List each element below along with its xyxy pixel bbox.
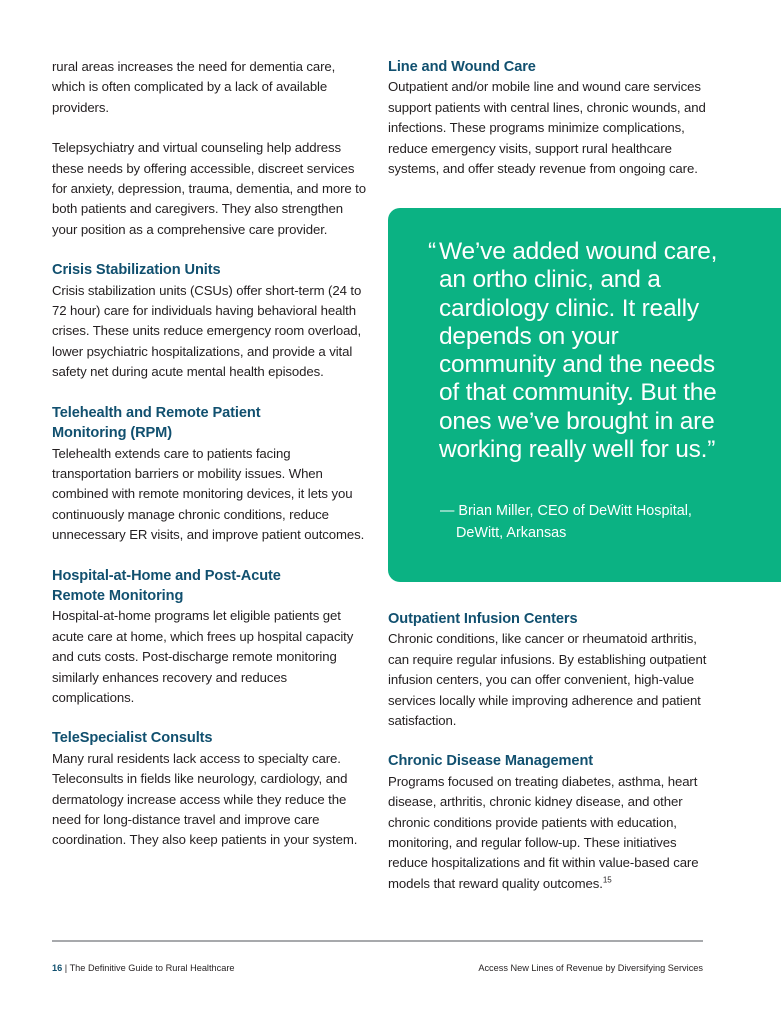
section-chronic-disease: [388, 751, 708, 894]
pull-quote: [428, 238, 728, 464]
section-body: Many rural residents lack access to specialty care. Teleconsults in fields like neurology, cardiology, and dermatology increase access while they reduce the need for long-distance travel and improve care coordination. They also keep patients in your system.: [52, 750, 358, 848]
section-body-text: Programs focused on treating diabetes, asthma, heart disease, arthritis, chronic kidney disease, and other chronic conditions provide patients with education, monitoring, and regular follow-up. These initiatives reduce hospitalizations and fit within value-based care models that reward quality outcomes.: [388, 773, 699, 891]
section-body: Crisis stabilization units (CSUs) offer short-term (24 to 72 hour) care for individuals having behavioral health crises. These units reduce emergency room overload, lower psychiatric hospitalizations, and provide a vital safety net during acute mental health episodes.: [52, 282, 362, 380]
section-line-wound-care: [388, 57, 708, 179]
section-heading: Outpatient Infusion Centers: [388, 611, 578, 627]
attribution-location: DeWitt, Arkansas: [456, 525, 567, 541]
left-column: [52, 57, 370, 851]
section-telehealth-rpm: [52, 403, 370, 546]
section-hospital-at-home: [52, 566, 370, 709]
right-column-top: [388, 57, 708, 179]
section-crisis-stabilization: [52, 260, 370, 382]
section-heading: Hospital-at-Home and Post-Acute Remote Monitoring: [52, 567, 281, 604]
section-heading: Crisis Stabilization Units: [52, 262, 221, 279]
section-telespecialist: [52, 728, 370, 850]
footer-left: [52, 963, 235, 973]
section-body: [388, 772, 708, 894]
section-heading: Chronic Disease Management: [388, 753, 594, 770]
attribution-name: — Brian Miller, CEO of DeWitt Hospital,: [440, 503, 692, 519]
section-body: Outpatient and/or mobile line and wound care services support patients with central lines, chronic wounds, and infections. These programs minimize complications, reduce emergency visits, support rural healthcare systems, and offer steady revenue from ongoing care.: [388, 79, 706, 177]
section-heading: Telehealth and Remote Patient Monitoring (RPM): [52, 404, 261, 442]
footer-divider: [52, 940, 703, 942]
open-quote-mark: “: [428, 238, 436, 265]
footnote-marker[interactable]: 15: [602, 875, 612, 885]
section-body: Chronic conditions, like cancer or rheumatoid arthritis, can require regular infusions. By establishing outpatient infusion centers, you can offer convenient, high-value services locally while improving adherence and patient satisfaction.: [388, 631, 707, 729]
section-body: Telehealth extends care to patients facing transportation barriers or mobility issues. When combined with remote monitoring devices, it lets you continuously manage chronic conditions, reduce unnecessary ER visits, and improve patient outcomes.: [52, 445, 365, 543]
section-infusion-centers: [388, 609, 708, 731]
quote-attribution: [440, 500, 730, 544]
right-column-bottom: [388, 609, 708, 894]
page-number: 16: [52, 963, 63, 973]
section-heading: Line and Wound Care: [388, 59, 536, 75]
section-body: Hospital-at-home programs let eligible patients get acute care at home, which frees up hospital capacity and cuts costs. Post-discharge remote monitoring similarly enhances recovery and reduces complications.: [52, 608, 354, 705]
section-title: Access New Lines of Revenue by Diversifying Services: [478, 963, 703, 973]
intro-paragraph: rural areas increases the need for dementia care, which is often complicated by a lack of available providers.: [52, 59, 336, 115]
intro-paragraph: Telepsychiatry and virtual counseling help address these needs by offering accessible, discreet services for anxiety, depression, trauma, dementia, and more to both patients and caregivers. They also strengthen your position as a comprehensive care provider.: [52, 140, 366, 237]
document-title: The Definitive Guide to Rural Healthcare: [69, 963, 235, 973]
pull-quote-text: We’ve added wound care, an ortho clinic, and a cardiology clinic. It really depends on your community and the needs of that community. But the ones we’ve brought in are working really well for us.”: [439, 238, 718, 464]
footer-separator: |: [62, 963, 70, 973]
section-heading: TeleSpecialist Consults: [52, 730, 213, 747]
